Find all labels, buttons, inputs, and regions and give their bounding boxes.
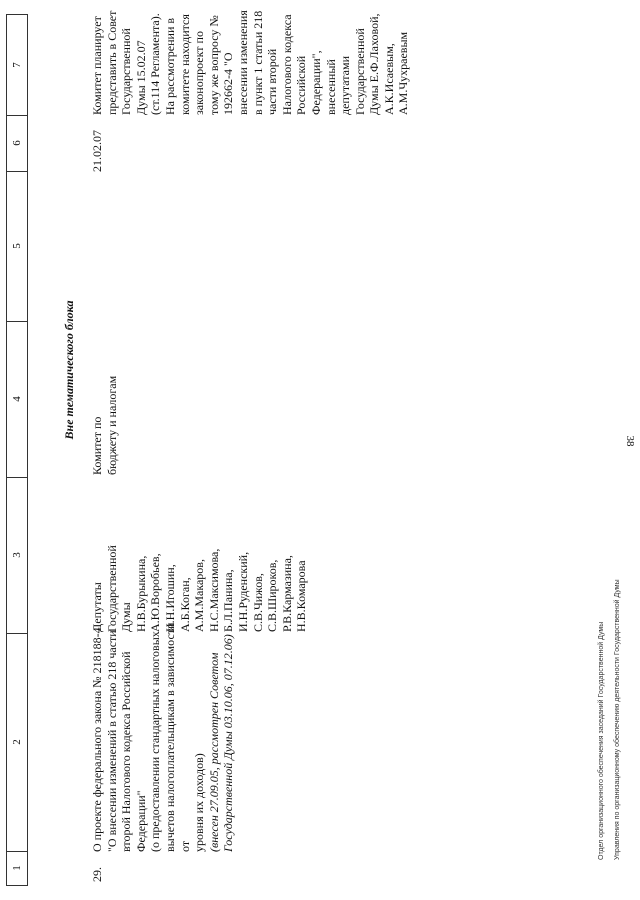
committee-line: бюджету и налогам (104, 375, 119, 475)
note-line: Налогового кодекса (279, 14, 294, 115)
note-line: Думы 15.02.07 (133, 40, 148, 115)
initiator-line: Депутаты (90, 582, 104, 632)
note-line: Думы Е.Ф.Лаховой, (367, 13, 382, 115)
block-title: Вне тематического блока (62, 300, 76, 440)
initiators (90, 482, 309, 632)
bill-text-line: второй Налогового кодекса Российской (119, 651, 134, 852)
column-header: 4 (6, 321, 28, 478)
column-header: 1 (6, 851, 28, 886)
initiator-line: С.В.Чижов, (250, 573, 265, 632)
row-number: 29. (90, 867, 104, 882)
footer-note (590, 579, 629, 860)
initiator-line: Государственной (104, 545, 119, 632)
note-line: (ст.114 Регламента). (148, 13, 163, 115)
note-line: депутатами (338, 56, 353, 115)
bill-text-line: "О внесении изменений в статью 218 части (104, 630, 119, 852)
bill-text-line: (о предоставлении стандартных налоговых (148, 631, 163, 852)
footer-line: Отдел организационного обеспечения заседаний Государственной Думы (598, 621, 605, 860)
note-line: Российской (294, 55, 309, 115)
column-header: 3 (6, 477, 28, 634)
bill-text-line: О проекте федерального закона № 218188-4 (90, 627, 104, 852)
initiator-line: А.Б.Коган, (177, 577, 192, 632)
note-line: А.К.Исаевым, (381, 43, 396, 115)
initiator-line: И.Н.Игошин, (162, 564, 177, 632)
column-header-row (6, 16, 28, 886)
initiator-line: Б.Л.Панина, (221, 569, 236, 632)
initiator-line: А.М.Макаров, (192, 559, 207, 632)
bill-status-line: (внесен 27.09.05, рассмотрен Советом (206, 652, 221, 852)
committee-line: Комитет по (90, 416, 104, 475)
date-value: 21.02.07 (90, 130, 104, 172)
note-line: тому же вопросу № (206, 15, 221, 115)
bill-status-line: Государственной Думы 03.10.06, 07.12.06) (221, 634, 236, 852)
bill-text-line: Федерации" (133, 790, 148, 852)
note-line: Федерации", (308, 50, 323, 115)
note-line: Государственной (119, 28, 134, 115)
note-line: комитете находится (177, 14, 192, 115)
committee-notes (90, 0, 411, 115)
footer-line: Управления по организационному обеспечению деятельности Государственной Думы (614, 579, 621, 860)
initiator-line: Н.В.Бурыкина, (133, 555, 148, 632)
note-line: 192662-4 "О (221, 52, 236, 115)
initiator-line: И.Н.Руденский, (235, 551, 250, 632)
initiator-line: А.Ю.Воробьев, (148, 553, 163, 632)
bill-description (90, 612, 236, 852)
initiator-line: Думы (119, 602, 134, 632)
bill-text-line: вычетов налогоплательщикам в зависимости от (162, 622, 192, 852)
initiator-line: Р.В.Кармазина, (279, 555, 294, 632)
note-line: Комитет планирует (90, 16, 104, 115)
note-line: А.М.Чухраевым (396, 31, 411, 115)
initiator-line: Н.С.Максимова, (206, 548, 221, 632)
initiator-line: Н.В.Комарова (294, 560, 309, 632)
column-header: 7 (6, 14, 28, 116)
column-header: 6 (6, 115, 28, 172)
initiator-line: С.В.Широков, (265, 559, 280, 632)
note-line: представить в Совет (104, 10, 119, 115)
note-line: части второй (265, 48, 280, 115)
note-line: законопроект по (192, 31, 207, 115)
note-line: Государственной (352, 28, 367, 115)
page-number: 38 (624, 435, 636, 447)
note-line: На рассмотрении в (162, 17, 177, 115)
note-line: в пункт 1 статьи 218 (250, 10, 265, 115)
column-header: 5 (6, 171, 28, 322)
note-line: внесении изменения (235, 10, 250, 115)
column-header: 2 (6, 633, 28, 852)
responsible-committee (90, 325, 119, 475)
note-line: внесенный (323, 59, 338, 115)
bill-text-line: уровня их доходов) (192, 753, 207, 852)
